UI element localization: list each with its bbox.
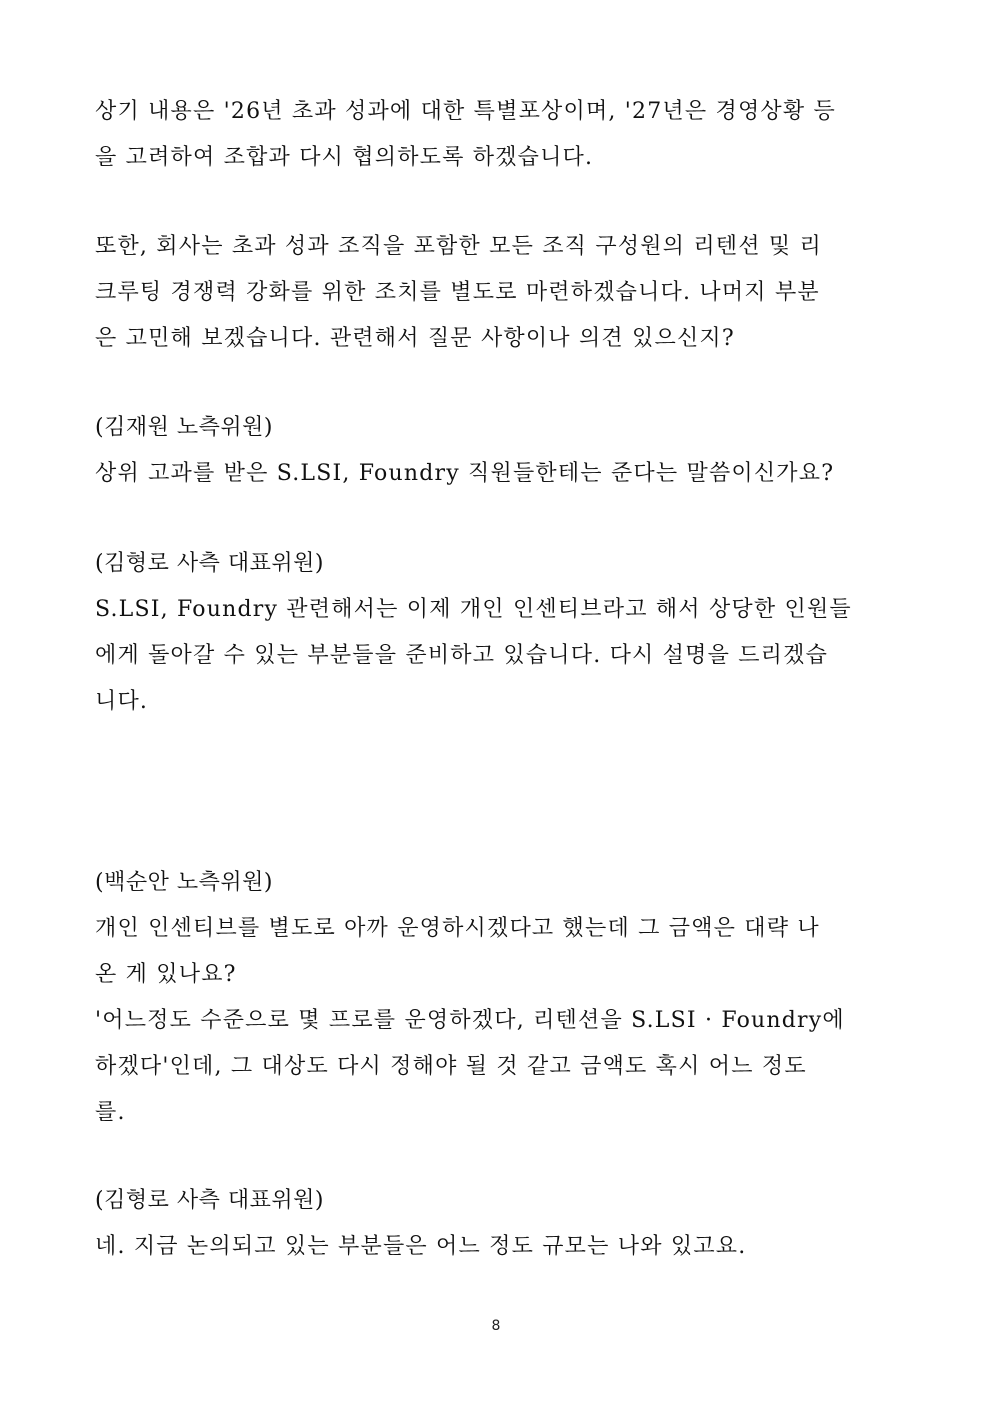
- paragraph-line: 온 게 있나요?: [95, 962, 237, 987]
- paragraph-line: 상기 내용은 '26년 초과 성과에 대한 특별포상이며, '27년은 경영상황 등: [95, 99, 836, 124]
- paragraph-line: 니다.: [95, 689, 149, 714]
- paragraph-line: 네. 지금 논의되고 있는 부분들은 어느 정도 규모는 나와 있고요.: [95, 1234, 747, 1259]
- paragraph-line: 상위 고과를 받은 S.LSI, Foundry 직원들한테는 준다는 말씀이신가요?: [95, 461, 835, 486]
- paragraph-line: S.LSI, Foundry 관련해서는 이제 개인 인센티브라고 해서 상당한 인원들: [95, 597, 852, 622]
- paragraph-line: 에게 돌아갈 수 있는 부분들을 준비하고 있습니다. 다시 설명을 드리겠습: [95, 643, 829, 668]
- paragraph-line: 을 고려하여 조합과 다시 협의하도록 하겠습니다.: [95, 145, 594, 170]
- paragraph-line: 또한, 회사는 초과 성과 조직을 포함한 모든 조직 구성원의 리텐션 및 리: [95, 234, 822, 259]
- speaker-label: (김형로 사측 대표위원): [95, 1188, 324, 1213]
- paragraph-line: 하겠다'인데, 그 대상도 다시 정해야 될 것 같고 금액도 혹시 어느 정도: [95, 1054, 807, 1079]
- paragraph-line: 은 고민해 보겠습니다. 관련해서 질문 사항이나 의견 있으신지?: [95, 326, 735, 351]
- paragraph-line: 를.: [95, 1100, 126, 1125]
- paragraph-line: '어느정도 수준으로 몇 프로를 운영하겠다, 리텐션을 S.LSI · Foundry에: [95, 1008, 845, 1033]
- paragraph-line: 개인 인센티브를 별도로 아까 운영하시겠다고 했는데 그 금액은 대략 나: [95, 916, 820, 941]
- speaker-label: (백순안 노측위원): [95, 870, 273, 895]
- paragraph-line: 크루팅 경쟁력 강화를 위한 조치를 별도로 마련하겠습니다. 나머지 부분: [95, 280, 820, 305]
- page-number: 8: [491, 1318, 501, 1334]
- speaker-label: (김형로 사측 대표위원): [95, 551, 324, 576]
- speaker-label: (김재원 노측위원): [95, 415, 273, 440]
